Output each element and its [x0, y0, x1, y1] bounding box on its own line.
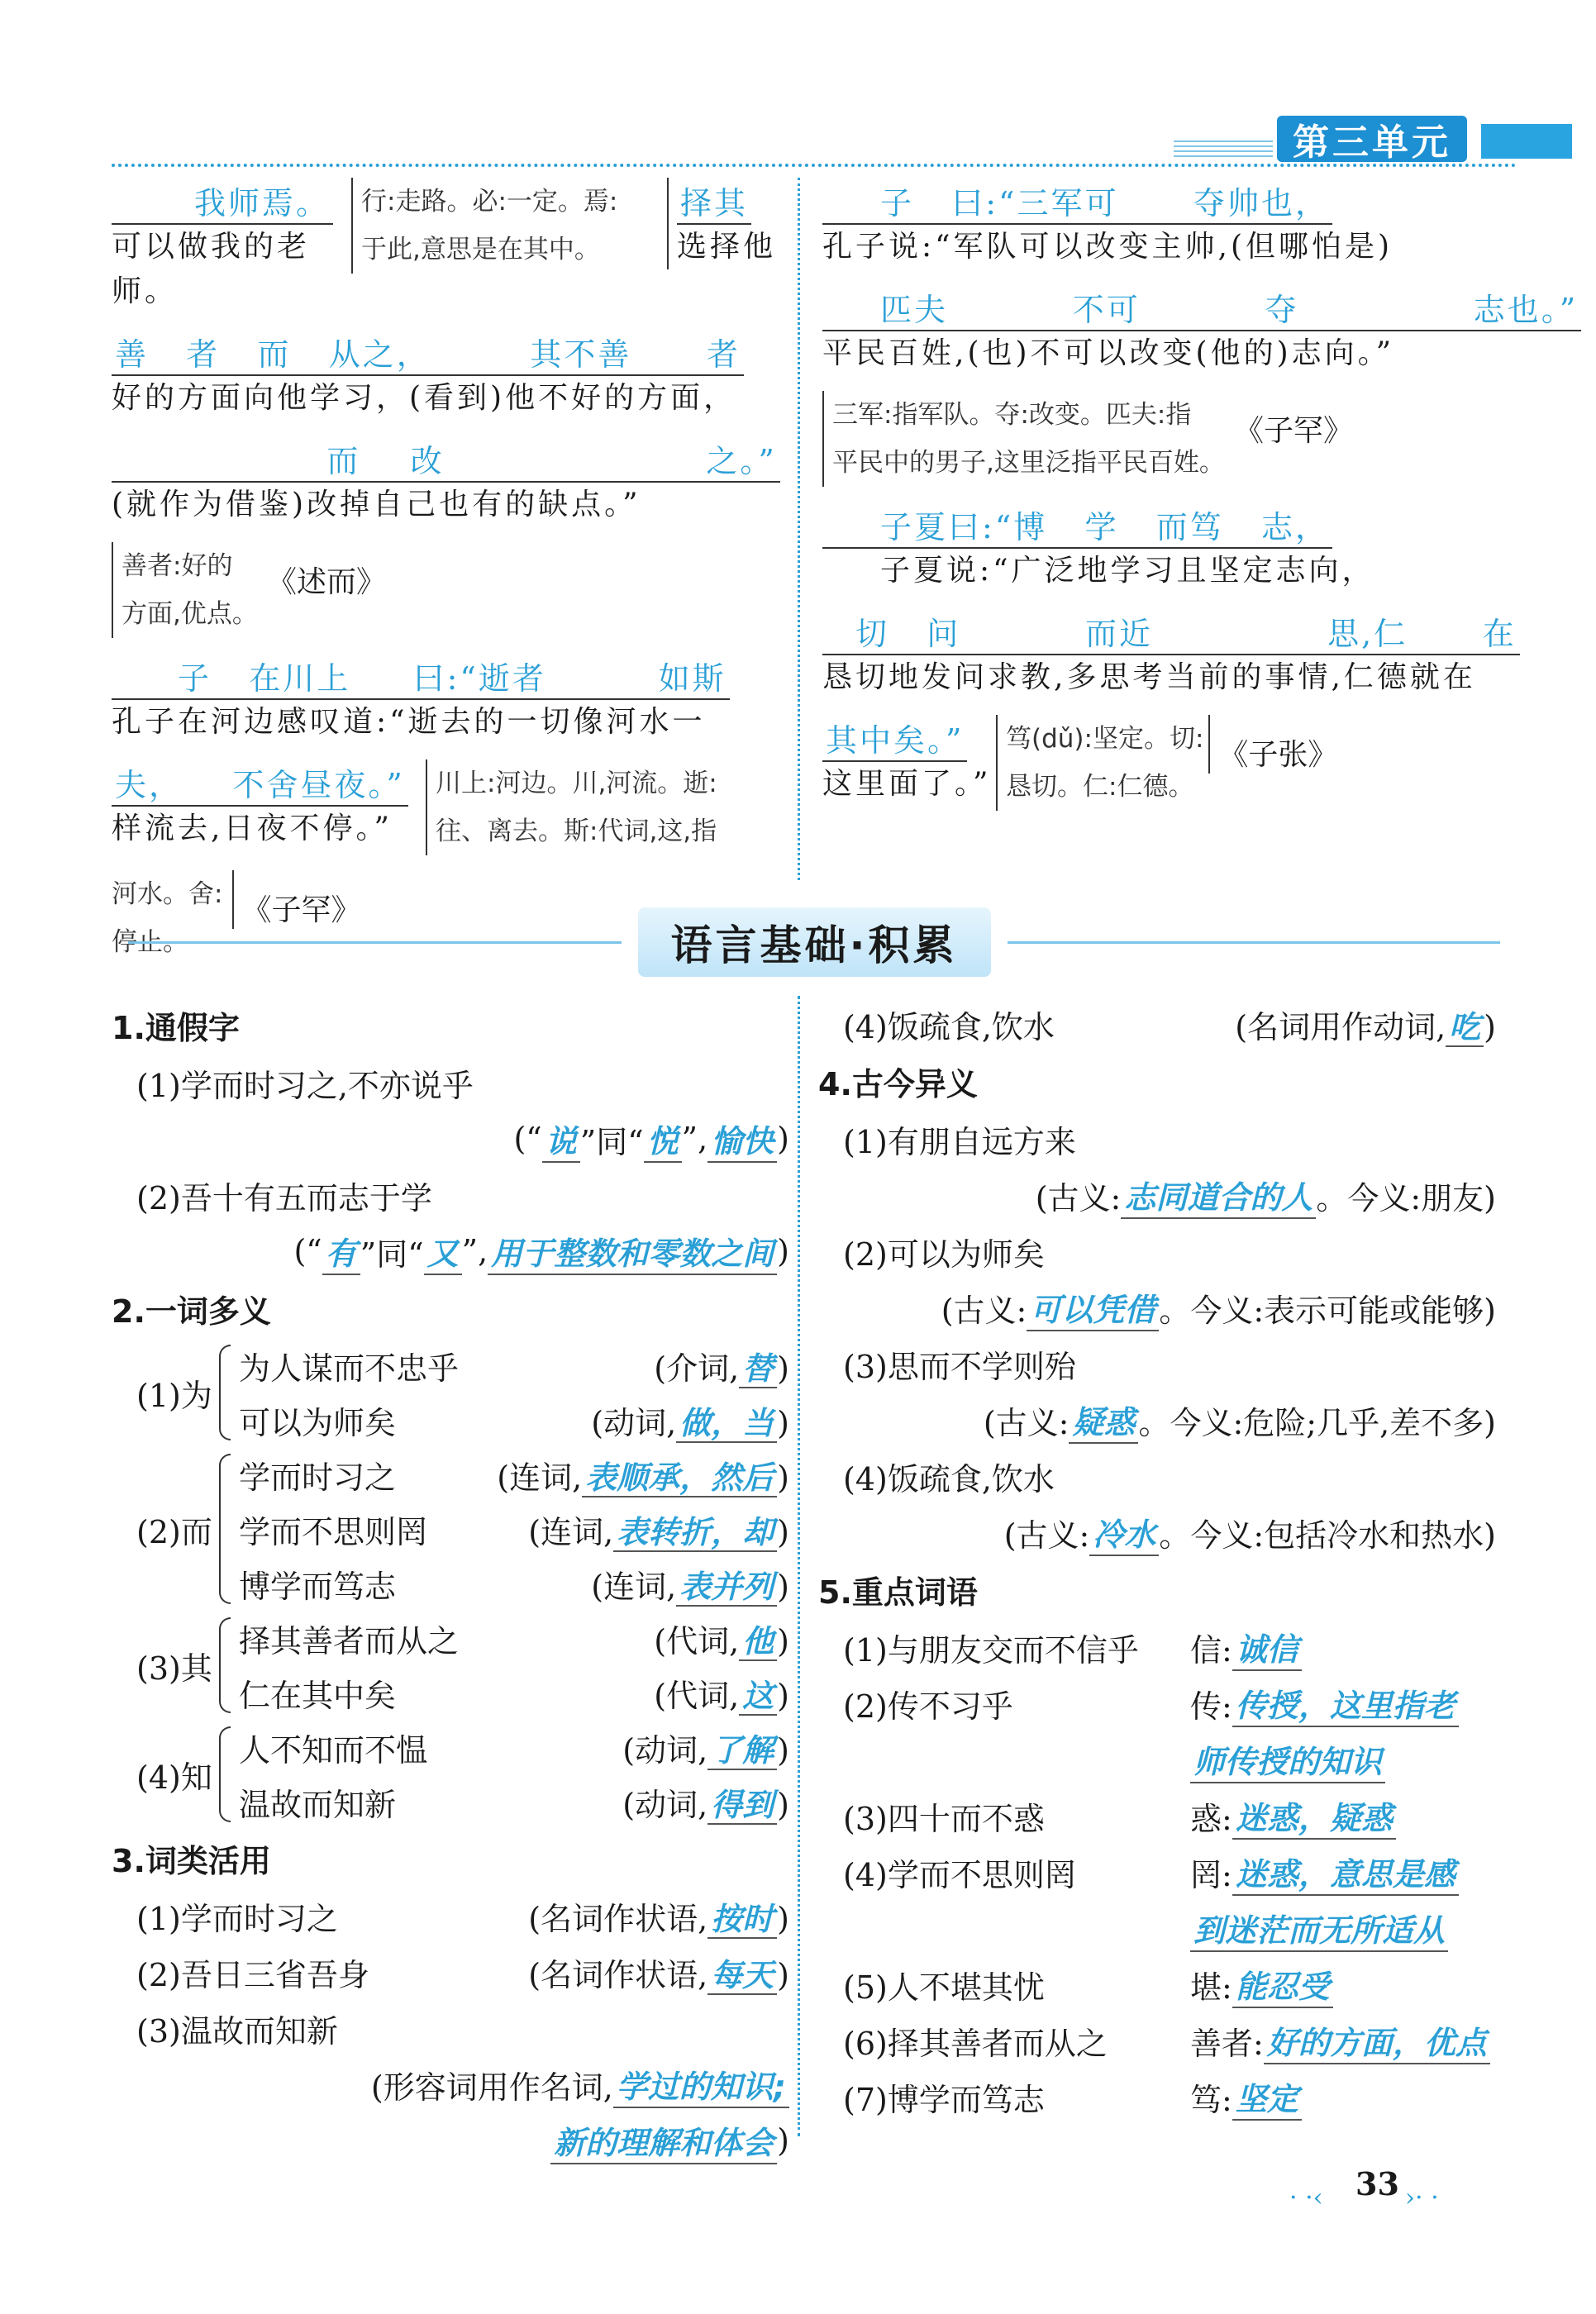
original-text: 匹夫 不可 夺 志也。” — [822, 284, 1581, 331]
exercise-item: (1)与朋友交而不信乎 信: 诚信 — [818, 1619, 1496, 1675]
exercise-answer: (古义: 疑惑 。今义:危险;几乎,差不多) — [818, 1392, 1496, 1448]
annotation-note: 三军:指军队。夺:改变。匹夫:指 平民中的男子,这里泛指平民百姓。 — [822, 391, 1225, 487]
exercise-item: (7)博学而笃志 笃: 坚定 — [818, 2069, 1496, 2125]
exercise-item: (4)饭疏食,饮水 (名词用作动词, 吃 ) — [843, 1008, 1496, 1045]
exercise-item: (6)择其善者而从之 善者: 好的方面，优点 — [818, 2012, 1496, 2069]
passage-block — [822, 391, 1496, 487]
brace-group: (4)知 人不知而不愠 (动词, 了解 ) 温故而知新 (动词, 得到 ) — [136, 1720, 789, 1829]
original-text: 而 改 之。” — [112, 436, 780, 483]
original-text: 其中矣。” — [822, 715, 967, 762]
original-text: 切 问 而近 思,仁 在 — [822, 608, 1520, 655]
translation-text: 可以做我的老师。 — [112, 230, 311, 308]
column-divider — [798, 178, 800, 880]
section-title-banner — [112, 909, 1517, 975]
exercise-item: (3)四十而不惑 惑: 迷惑，疑惑 — [818, 1788, 1496, 1844]
translation-text: 选择他 — [677, 230, 777, 264]
exercise-item: (5)人不堪其忧 堪: 能忍受 — [818, 1956, 1496, 2012]
exercise-item: (3)温故而知新 — [136, 2012, 338, 2050]
translation-text: 好的方面向他学习，(看到)他不好的方面， — [112, 381, 737, 415]
exercise-heading: 5.重点词语 — [818, 1574, 978, 1611]
translation-text: 子夏说:“广泛地学习且坚定志向， — [880, 554, 1375, 588]
brace-group: (1)为 为人谋而不忠乎 (介词, 替 ) 可以为师矣 (动词, 做，当 ) — [136, 1338, 789, 1447]
exercise-answer: 到迷茫而无所适从 — [818, 1900, 1496, 1956]
brace-group: (2)而 学而时习之 (连词, 表顺承，然后 ) 学而不思则罔 (连词, 表转折，却 ) 博学而笃志 (连词, 表并列 ) — [136, 1447, 789, 1611]
exercise-heading: 2.一词多义 — [112, 1293, 271, 1330]
exercise-item: (3)思而不学则殆 — [843, 1348, 1076, 1385]
exercise-answer: (古义: 志同道合的人 。今义:朋友) — [818, 1167, 1496, 1223]
page-number-ornament-left: · ·‹ — [1289, 2183, 1323, 2212]
title-line-right — [1008, 941, 1501, 944]
exercise-item: (1)学而时习之 (名词作状语, 按时 ) — [136, 1900, 789, 1937]
exercise-answer: (古义: 可以凭借 。今义:表示可能或能够) — [818, 1279, 1496, 1336]
translation-text: 样流去,日夜不停。” — [112, 812, 393, 845]
exercise-item: (2)吾十有五而志于学 — [136, 1179, 432, 1217]
original-text: 择其 — [677, 178, 751, 225]
annotation-note: 河水。舍: 停止。 — [112, 879, 223, 957]
exercise-item: (4)饭疏食,饮水 — [843, 1460, 1055, 1497]
unit-badge: 第三单元 — [1277, 116, 1467, 162]
exercise-answer: (“ 说 ”同“ 悦 ”, 愉快 ) — [112, 1111, 789, 1167]
annotation-note: 行:走路。必:一定。焉: 于此,意思是在其中。 — [351, 178, 667, 274]
exercise-column-divider — [798, 996, 800, 2136]
title-line-left — [128, 941, 622, 944]
translation-text: 平民百姓,(也)不可以改变(他的)志向。” — [822, 336, 1395, 370]
exercise-item: (4)学而不思则罔 罔: 迷惑，意思是感 — [818, 1844, 1496, 1900]
passage-block — [822, 284, 1579, 376]
source-title: 《述而》 — [266, 565, 386, 599]
passage-block — [822, 608, 1517, 700]
left-passage-column — [112, 178, 789, 981]
original-text: 子 在川上 曰:“逝者 如斯 — [112, 653, 730, 700]
exercise-item: (2)传不习乎 传: 传授，这里指老 — [818, 1675, 1496, 1731]
exercise-answer: (“ 有 ”同“ 又 ”, 用于整数和零数之间 ) — [112, 1223, 789, 1279]
original-text: 子夏曰:“博 学 而笃 志， — [822, 502, 1332, 549]
annotation-note: 笃(dǔ):坚定。切: 恳切。仁:仁德。 — [996, 715, 1203, 811]
exercise-right-column — [818, 996, 1496, 2125]
exercise-item: (1)学而时习之,不亦说乎 — [136, 1067, 474, 1104]
translation-text: 孔子在河边感叹道:“逝去的一切像河水一 — [112, 705, 706, 739]
header-speed-lines — [1174, 140, 1273, 160]
exercise-item: (2)可以为师矣 — [843, 1236, 1045, 1273]
passage-block — [822, 178, 1496, 269]
header-bar — [1481, 124, 1572, 159]
original-text: 子 曰:“三军可 夺帅也， — [822, 178, 1332, 225]
annotation-note: 善者:好的 方面,优点。 — [112, 542, 258, 638]
exercise-left-column — [112, 996, 789, 2169]
source-title: 《子罕》 — [232, 870, 361, 929]
exercise-heading: 3.词类活用 — [112, 1843, 271, 1879]
passage-block — [112, 436, 789, 527]
translation-text: 这里面了。” — [822, 767, 992, 801]
exercise-item: (2)吾日三省吾身 (名词作状语, 每天 ) — [136, 1956, 789, 1993]
passage-block — [112, 178, 789, 314]
annotation-note: 川上:河边。川,河流。逝: 往、离去。斯:代词,这,指 — [426, 759, 717, 855]
exercise-item: (1)有朋自远方来 — [843, 1123, 1076, 1160]
section-title: 语言基础·积累 — [638, 907, 991, 977]
right-passage-column — [822, 178, 1579, 826]
passage-block — [822, 502, 1496, 593]
source-title: 《子罕》 — [1233, 414, 1353, 448]
page-number: 33 — [1355, 2165, 1399, 2202]
translation-text: 孔子说:“军队可以改变主帅,(但哪怕是) — [822, 230, 1394, 264]
passage-block — [112, 759, 789, 855]
exercise-answer: (古义: 冷水 。今义:包括冷水和热水) — [818, 1504, 1496, 1560]
source-title: 《子张》 — [1208, 715, 1337, 774]
original-text: 夫， 不舍昼夜。” — [112, 759, 408, 807]
passage-block — [112, 329, 789, 421]
exercise-answer: 师传授的知识 — [818, 1731, 1496, 1788]
translation-text: (就作为借鉴)改掉自己也有的缺点。” — [112, 488, 641, 521]
page-number-ornament-right: ›· · — [1405, 2183, 1439, 2212]
exercise-answer: (形容词用作名词, 学过的知识; — [112, 2056, 789, 2112]
exercise-answer: 新的理解和体会 ) — [112, 2112, 789, 2169]
exercise-heading: 1.通假字 — [112, 1010, 240, 1046]
brace-group: (3)其 择其善者而从之 (代词, 他 ) 仁在其中矣 (代词, 这 ) — [136, 1611, 789, 1720]
translation-text: 恳切地发问求教,多思考当前的事情,仁德就在 — [822, 660, 1476, 694]
passage-block — [112, 653, 789, 745]
original-text: 我师焉。 — [112, 178, 333, 225]
passage-block — [822, 715, 1496, 811]
exercise-heading: 4.古今异义 — [818, 1066, 978, 1102]
original-text: 善 者 而 从之， 其不善 者 — [112, 329, 744, 376]
passage-block — [112, 542, 789, 638]
